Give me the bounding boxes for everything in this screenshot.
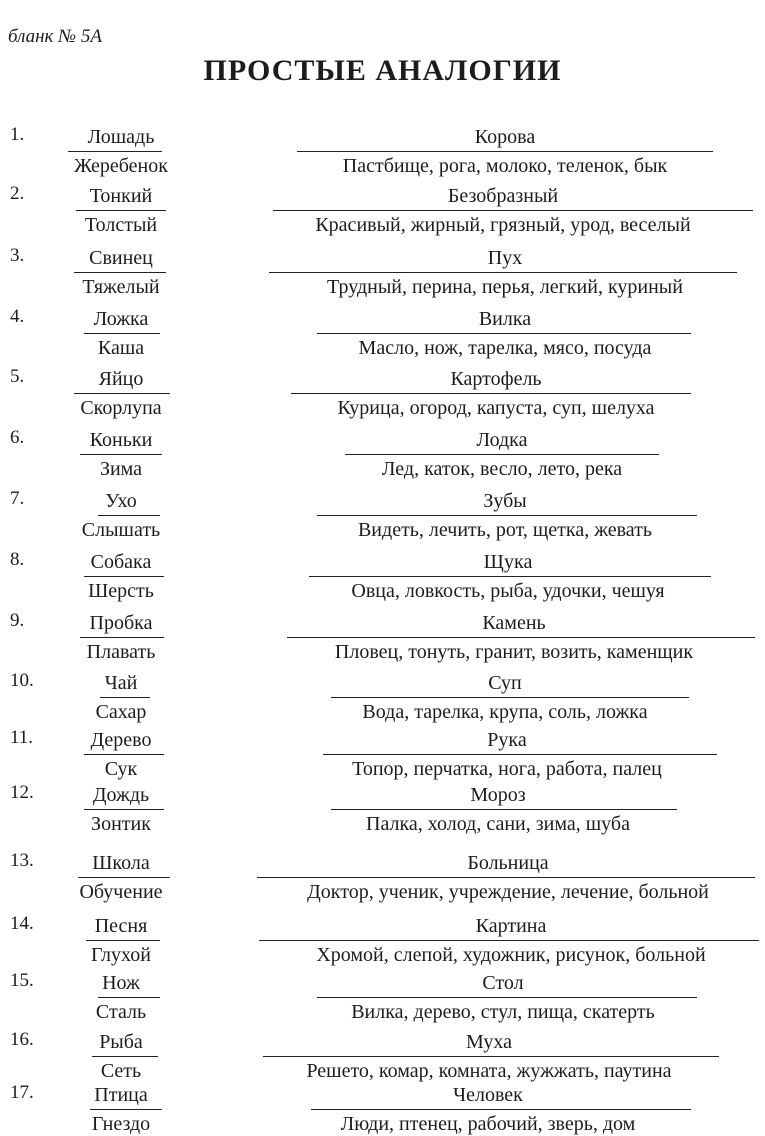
pair-word-bottom: Глухой — [91, 944, 151, 966]
target-word: Картофель — [450, 368, 542, 390]
target-word: Вилка — [478, 308, 532, 330]
target-word: Пух — [487, 247, 523, 269]
target-divider-line — [331, 809, 677, 810]
item-number: 7. — [10, 488, 25, 509]
target-divider-line — [317, 997, 697, 998]
pair-word-top: Чай — [104, 672, 138, 694]
pair-divider-line — [84, 809, 164, 810]
answer-options: Пловец, тонуть, гранит, возить, каменщик — [334, 641, 694, 663]
pair-word-bottom: Гнездо — [91, 1113, 151, 1135]
target-word: Муха — [466, 1031, 512, 1053]
pair-divider-line — [84, 333, 160, 334]
target-divider-line — [309, 576, 711, 577]
item-number: 15. — [10, 970, 34, 991]
answer-options: Лед, каток, весло, лето, река — [381, 458, 623, 480]
target-word: Рука — [487, 729, 527, 751]
target-word: Суп — [488, 672, 522, 694]
answer-options: Палка, холод, сани, зима, шуба — [366, 813, 630, 835]
analogy-item — [0, 1029, 765, 1082]
pair-word-bottom: Скорлупа — [80, 397, 162, 419]
target-divider-line — [317, 333, 691, 334]
item-number: 2. — [10, 183, 25, 204]
pair-word-bottom: Сук — [104, 758, 138, 780]
answer-options: Решето, комар, комната, жужжать, паутина — [306, 1060, 672, 1082]
pair-divider-line — [86, 940, 160, 941]
pair-divider-line — [90, 1109, 162, 1110]
pair-divider-line — [76, 210, 166, 211]
analogy-item — [0, 488, 765, 541]
target-divider-line — [287, 637, 755, 638]
analogy-item — [0, 782, 765, 835]
pair-word-top: Дождь — [92, 784, 150, 806]
pair-word-bottom: Зонтик — [91, 813, 151, 835]
pair-word-top: Песня — [94, 915, 148, 937]
target-word: Корова — [474, 126, 536, 148]
analogy-item — [0, 427, 765, 480]
pair-divider-line — [100, 697, 150, 698]
answer-options: Пастбище, рога, молоко, теленок, бык — [342, 155, 668, 177]
pair-word-top: Пробка — [89, 612, 153, 634]
pair-word-top: Птица — [94, 1084, 148, 1106]
pair-divider-line — [74, 393, 170, 394]
answer-options: Курица, огород, капуста, суп, шелуха — [337, 397, 655, 419]
target-word: Больница — [467, 852, 549, 874]
pair-word-bottom: Шерсть — [88, 580, 154, 602]
analogy-item — [0, 913, 765, 966]
pair-word-bottom: Сеть — [100, 1060, 142, 1082]
answer-options: Хромой, слепой, художник, рисунок, больной — [316, 944, 706, 966]
pair-word-top: Нож — [102, 972, 140, 994]
pair-word-bottom: Зима — [99, 458, 143, 480]
answer-options: Вода, тарелка, крупа, соль, ложка — [362, 701, 648, 723]
pair-word-top: Лошадь — [87, 126, 155, 148]
target-divider-line — [317, 515, 697, 516]
analogy-item — [0, 1082, 765, 1135]
pair-word-bottom: Слышать — [81, 519, 161, 541]
answer-options: Овца, ловкость, рыба, удочки, чешуя — [351, 580, 665, 602]
analogy-item — [0, 850, 765, 903]
analogy-item — [0, 670, 765, 723]
target-divider-line — [345, 454, 659, 455]
item-number: 13. — [10, 850, 34, 871]
pair-divider-line — [92, 1056, 158, 1057]
item-number: 5. — [10, 366, 25, 387]
pair-divider-line — [80, 637, 164, 638]
item-number: 4. — [10, 306, 25, 327]
pair-word-bottom: Плавать — [86, 641, 156, 663]
item-number: 6. — [10, 427, 25, 448]
pair-divider-line — [68, 151, 162, 152]
pair-word-top: Дерево — [90, 729, 152, 751]
analogy-item — [0, 970, 765, 1023]
pair-divider-line — [84, 576, 164, 577]
pair-word-bottom: Каша — [97, 337, 145, 359]
analogy-item — [0, 610, 765, 663]
pair-divider-line — [84, 754, 164, 755]
target-word: Камень — [482, 612, 546, 634]
item-number: 10. — [10, 670, 34, 691]
analogy-item — [0, 366, 765, 419]
item-number: 14. — [10, 913, 34, 934]
answer-options: Люди, птенец, рабочий, зверь, дом — [340, 1113, 636, 1135]
target-divider-line — [323, 754, 717, 755]
target-word: Картина — [475, 915, 547, 937]
form-label: бланк № 5А — [8, 26, 102, 47]
item-number: 3. — [10, 245, 25, 266]
analogy-item — [0, 549, 765, 602]
target-divider-line — [259, 940, 759, 941]
pair-word-top: Яйцо — [98, 368, 144, 390]
item-number: 11. — [10, 727, 34, 748]
target-divider-line — [297, 151, 713, 152]
answer-options: Вилка, дерево, стул, пища, скатерть — [351, 1001, 655, 1023]
item-number: 9. — [10, 610, 25, 631]
pair-divider-line — [98, 515, 160, 516]
pair-word-bottom: Обучение — [79, 881, 163, 903]
target-divider-line — [311, 1109, 691, 1110]
target-word: Безобразный — [447, 185, 559, 207]
analogy-item — [0, 306, 765, 359]
target-divider-line — [263, 1056, 719, 1057]
pair-word-top: Рыба — [99, 1031, 143, 1053]
target-word: Стол — [482, 972, 524, 994]
answer-options: Масло, нож, тарелка, мясо, посуда — [358, 337, 652, 359]
pair-word-bottom: Сталь — [95, 1001, 147, 1023]
pair-word-bottom: Сахар — [95, 701, 147, 723]
pair-divider-line — [98, 997, 160, 998]
pair-word-top: Тонкий — [89, 185, 153, 207]
answer-options: Доктор, ученик, учреждение, лечение, больной — [307, 881, 709, 903]
item-number: 17. — [10, 1082, 34, 1103]
item-number: 8. — [10, 549, 25, 570]
target-word: Щука — [483, 551, 533, 573]
target-divider-line — [257, 877, 755, 878]
pair-word-top: Ухо — [105, 490, 137, 512]
pair-divider-line — [80, 454, 162, 455]
target-word: Человек — [453, 1084, 523, 1106]
pair-divider-line — [78, 877, 170, 878]
pair-word-top: Собака — [90, 551, 152, 573]
pair-word-top: Ложка — [93, 308, 149, 330]
page-title: ПРОСТЫЕ АНАЛОГИИ — [203, 54, 562, 87]
pair-word-top: Коньки — [89, 429, 153, 451]
target-divider-line — [291, 393, 691, 394]
answer-options: Топор, перчатка, нога, работа, палец — [352, 758, 662, 780]
answer-options: Видеть, лечить, рот, щетка, жевать — [357, 519, 653, 541]
analogy-item — [0, 245, 765, 298]
item-number: 1. — [10, 124, 25, 145]
target-word: Мороз — [470, 784, 526, 806]
target-word: Лодка — [476, 429, 528, 451]
pair-word-bottom: Толстый — [84, 214, 158, 236]
answer-options: Трудный, перина, перья, легкий, куриный — [327, 276, 683, 298]
target-divider-line — [331, 697, 689, 698]
item-number: 12. — [10, 782, 34, 803]
target-word: Зубы — [483, 490, 527, 512]
answer-options: Красивый, жирный, грязный, урод, веселый — [315, 214, 691, 236]
analogy-item — [0, 124, 765, 177]
analogy-item — [0, 183, 765, 236]
pair-word-bottom: Жеребенок — [74, 155, 168, 177]
pair-divider-line — [74, 272, 166, 273]
pair-word-bottom: Тяжелый — [82, 276, 160, 298]
target-divider-line — [273, 210, 753, 211]
item-number: 16. — [10, 1029, 34, 1050]
analogy-item — [0, 727, 765, 780]
target-divider-line — [269, 272, 737, 273]
pair-word-top: Школа — [92, 852, 150, 874]
pair-word-top: Свинец — [89, 247, 153, 269]
